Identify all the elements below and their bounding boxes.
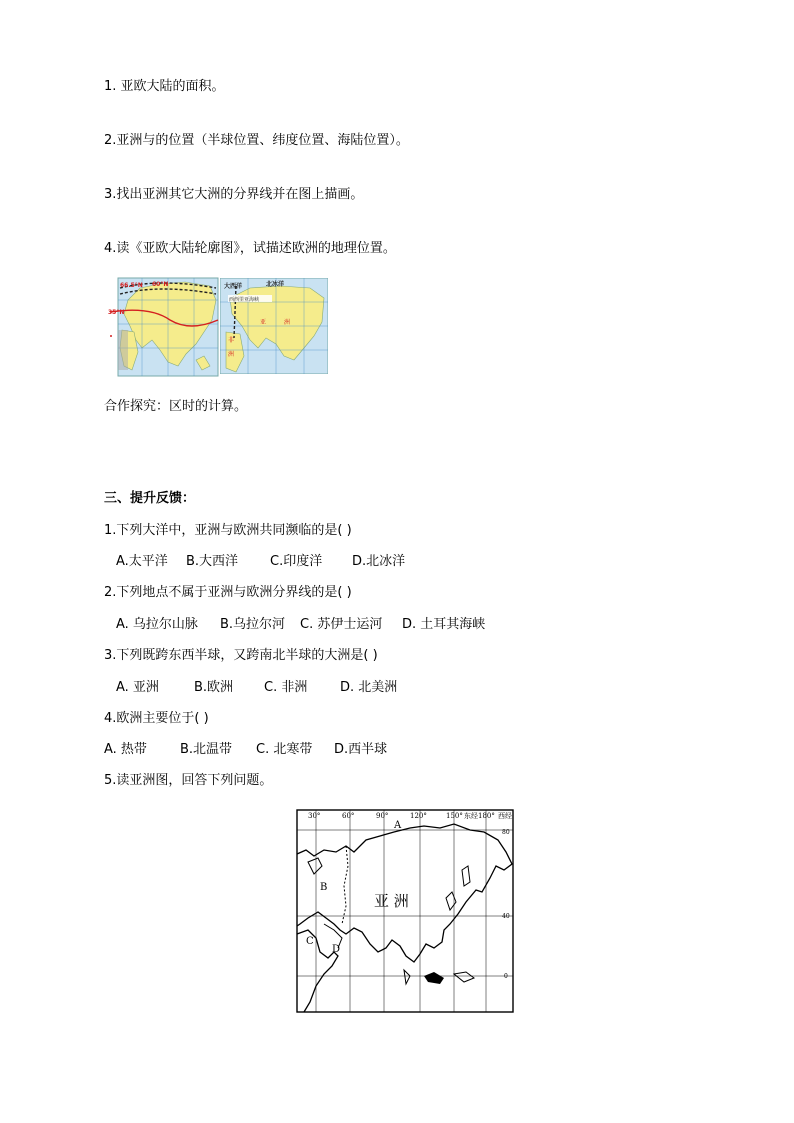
- lat-label-80: 80: [502, 829, 510, 836]
- label-fei: 非: [228, 337, 235, 344]
- map-letter-c: C: [306, 936, 314, 947]
- q3-option-a: A. 亚洲: [116, 680, 159, 695]
- map-letter-d: D: [332, 944, 341, 955]
- lon-label-60: 60°: [342, 812, 355, 820]
- eurasia-outline-map-left: [100, 270, 220, 380]
- q3-option-d: D. 北美洲: [340, 680, 398, 695]
- map-continent-label: 亚 洲: [374, 892, 409, 910]
- mc-question-1: 1.下列大洋中，亚洲与欧洲共同濒临的是( ): [104, 523, 352, 538]
- mc-question-4: 4.欧洲主要位于( ): [104, 711, 209, 726]
- label-atlantic: 大西洋: [224, 283, 243, 290]
- lon-label-west: 西经: [498, 812, 512, 820]
- label-strait: 西西里亚海峡: [229, 297, 260, 303]
- map-letter-b: B: [320, 882, 328, 893]
- q3-option-c: C. 非洲: [264, 680, 308, 695]
- section-title: 三、提升反馈：: [104, 491, 196, 506]
- label-zhou-1: 洲: [284, 319, 291, 326]
- q4-option-c: C. 北寒带: [256, 742, 313, 757]
- question-1: 1. 亚欧大陆的面积。: [104, 79, 225, 94]
- lat-label-60: 60°N: [152, 281, 169, 288]
- label-zhou-2: 洲: [228, 351, 235, 358]
- lat-label-0: 0: [504, 973, 508, 980]
- lon-label-90: 90°: [376, 812, 389, 820]
- lon-label-120: 120°: [410, 812, 427, 820]
- q4-option-b: B.北温带: [180, 742, 233, 757]
- q1-option-d: D.北冰洋: [352, 554, 406, 569]
- q1-option-c: C.印度洋: [270, 554, 323, 569]
- q2-option-d: D. 土耳其海峡: [402, 617, 486, 632]
- lat-label-66-5: 66.5°N: [120, 282, 143, 289]
- question-2: 2.亚洲与的位置（半球位置、纬度位置、海陆位置）。: [104, 133, 409, 148]
- mc-question-3: 3.下列既跨东西半球，又跨南北半球的大洲是( ): [104, 648, 378, 663]
- q2-option-c: C. 苏伊士运河: [300, 617, 383, 632]
- q2-option-a: A. 乌拉尔山脉: [116, 617, 198, 632]
- q3-option-b: B.欧洲: [194, 680, 234, 695]
- question-3: 3.找出亚洲其它大洲的分界线并在图上描画。: [104, 187, 364, 202]
- q4-option-a: A. 热带: [104, 742, 147, 757]
- q4-option-d: D.西半球: [334, 742, 388, 757]
- cooperation-heading: 合作探究：区时的计算。: [104, 399, 248, 414]
- label-arctic: 北冰洋: [266, 281, 285, 288]
- q1-option-b: B.大西洋: [186, 554, 239, 569]
- q1-option-a: A.太平洋: [116, 554, 168, 569]
- eurasia-outline-map-right: [220, 278, 328, 374]
- lon-label-180: 东经180°: [464, 812, 495, 820]
- asia-map: [294, 806, 518, 1014]
- mc-question-2: 2.下列地点不属于亚洲与欧洲分界线的是( ): [104, 585, 352, 600]
- lon-label-150: 150°: [446, 812, 463, 820]
- lat-label-35: 35°N: [108, 309, 125, 316]
- question-4: 4.读《亚欧大陆轮廓图》，试描述欧洲的地理位置。: [104, 241, 396, 256]
- map-letter-a: A: [394, 820, 402, 831]
- label-ya: 亚: [260, 319, 267, 326]
- lat-label-40: 40: [502, 913, 510, 920]
- q2-option-b: B.乌拉尔河: [220, 617, 286, 632]
- lon-label-30: 30°: [308, 812, 321, 820]
- mc-question-5: 5.读亚洲图，回答下列问题。: [104, 773, 273, 788]
